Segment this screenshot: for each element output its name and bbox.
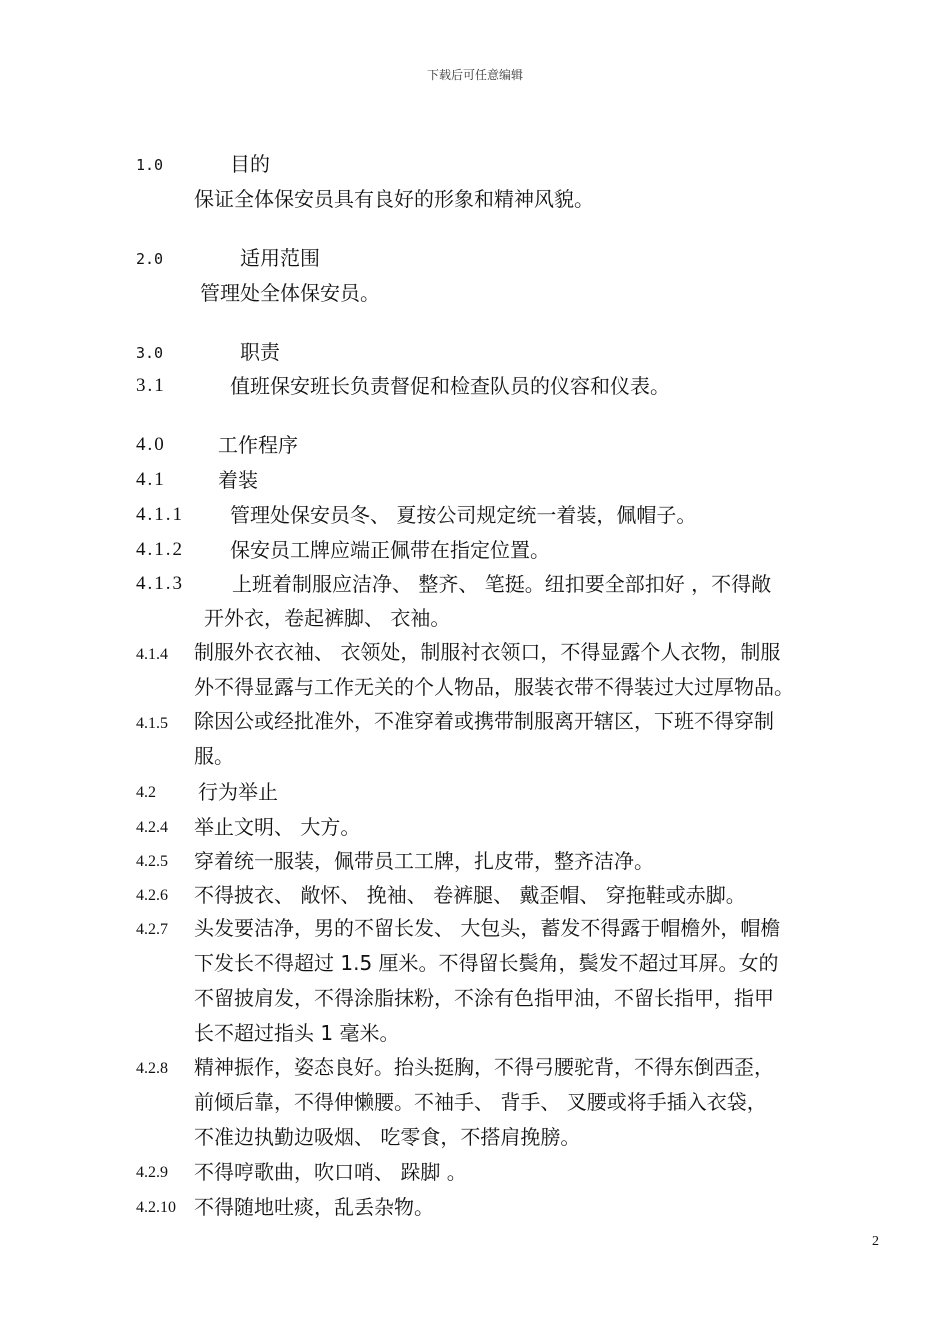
- clause-text-line: 精神振作，姿态良好。抬头挺胸，不得弓腰驼背，不得东倒西歪，: [194, 1055, 774, 1079]
- clause-number: 4.2.4: [136, 819, 168, 836]
- clause-text-line: 下发长不得超过 1.5 厘米。不得留长鬓角，鬓发不超过耳屏。女的: [194, 951, 779, 975]
- clause-number: 4.1.3: [136, 573, 184, 594]
- clause-paragraph: [194, 704, 884, 774]
- clause-number: 3.1: [136, 375, 166, 396]
- clause-number: 4.2.8: [136, 1060, 168, 1077]
- clause-number: 4.2.6: [136, 887, 168, 904]
- clause-text-line: 头发要洁净，男的不留长发、 大包头，蓄发不得露于帽檐外，帽檐: [194, 916, 781, 940]
- section-body: 保证全体保安员具有良好的形象和精神风貌。: [194, 187, 594, 211]
- clause-text-line: 开外衣，卷起裤脚、 衣袖。: [204, 606, 451, 630]
- clause-text: 值班保安班长负责督促和检查队员的仪容和仪表。: [230, 374, 670, 398]
- clause-text-line: 外不得显露与工作无关的个人物品，服装衣带不得装过大过厚物品。: [194, 675, 794, 699]
- clause-text-line: 前倾后靠，不得伸懒腰。不袖手、 背手、 叉腰或将手插入衣袋，: [194, 1090, 767, 1114]
- clause-title: 着装: [218, 468, 258, 492]
- section-title: 适用范围: [240, 246, 320, 270]
- clause-text: 不得哼歌曲，吹口哨、 跺脚 。: [194, 1160, 467, 1184]
- clause-text-line: 除因公或经批准外，不准穿着或携带制服离开辖区，下班不得穿制: [194, 709, 774, 733]
- clause-number: 4.1.1: [136, 504, 184, 525]
- clause-number: 4.2.10: [136, 1199, 176, 1216]
- clause-number: 4.1.2: [136, 539, 184, 560]
- section-number: 1.0: [136, 156, 164, 174]
- clause-paragraph: [194, 1050, 884, 1155]
- clause-text: 保安员工牌应端正佩带在指定位置。: [230, 538, 550, 562]
- page-header: 下载后可任意编辑: [426, 68, 523, 82]
- section-number: 2.0: [136, 250, 164, 268]
- clause-paragraph: [194, 911, 884, 1051]
- clause-text-line: 不留披肩发，不得涂脂抹粉，不涂有色指甲油，不留长指甲，指甲: [194, 986, 774, 1010]
- clause-title: 行为举止: [198, 780, 278, 804]
- clause-text-line: 制服外衣衣袖、 衣领处，制服衬衣领口，不得显露个人衣物，制服: [194, 640, 781, 664]
- clause-text: 举止文明、 大方。: [194, 815, 361, 839]
- clause-number: 4.2.7: [136, 921, 168, 938]
- clause-number: 4.2.5: [136, 853, 168, 870]
- clause-text-line: 上班着制服应洁净、 整齐、 笔挺。纽扣要全部扣好 ，不得敞: [232, 572, 772, 596]
- clause-text: 管理处保安员冬、 夏按公司规定统一着装，佩帽子。: [230, 503, 697, 527]
- page-number: 2: [872, 1234, 879, 1249]
- clause-number: 4.1.5: [136, 715, 168, 732]
- section-body: 管理处全体保安员。: [200, 281, 380, 305]
- section-title: 工作程序: [218, 433, 298, 457]
- clause-number: 4.1.4: [136, 646, 168, 663]
- clause-text: 不得披衣、 敞怀、 挽袖、 卷裤腿、 戴歪帽、 穿拖鞋或赤脚。: [194, 883, 746, 907]
- clause-text-line: 服。: [194, 744, 234, 768]
- clause-number: 4.2: [136, 784, 156, 801]
- clause-text-line: 长不超过指头 1 毫米。: [194, 1021, 400, 1045]
- section-number: 4.0: [136, 434, 166, 455]
- clause-text: 不得随地吐痰，乱丢杂物。: [194, 1195, 434, 1219]
- section-number: 3.0: [136, 344, 164, 362]
- section-title: 职责: [240, 340, 280, 364]
- clause-number: 4.1: [136, 469, 166, 490]
- clause-number: 4.2.9: [136, 1164, 168, 1181]
- clause-text: 穿着统一服装，佩带员工工牌，扎皮带，整齐洁净。: [194, 849, 654, 873]
- clause-paragraph: [194, 635, 884, 705]
- clause-text-line: 不准边执勤边吸烟、 吃零食，不搭肩挽膀。: [194, 1125, 581, 1149]
- section-title: 目的: [230, 152, 270, 176]
